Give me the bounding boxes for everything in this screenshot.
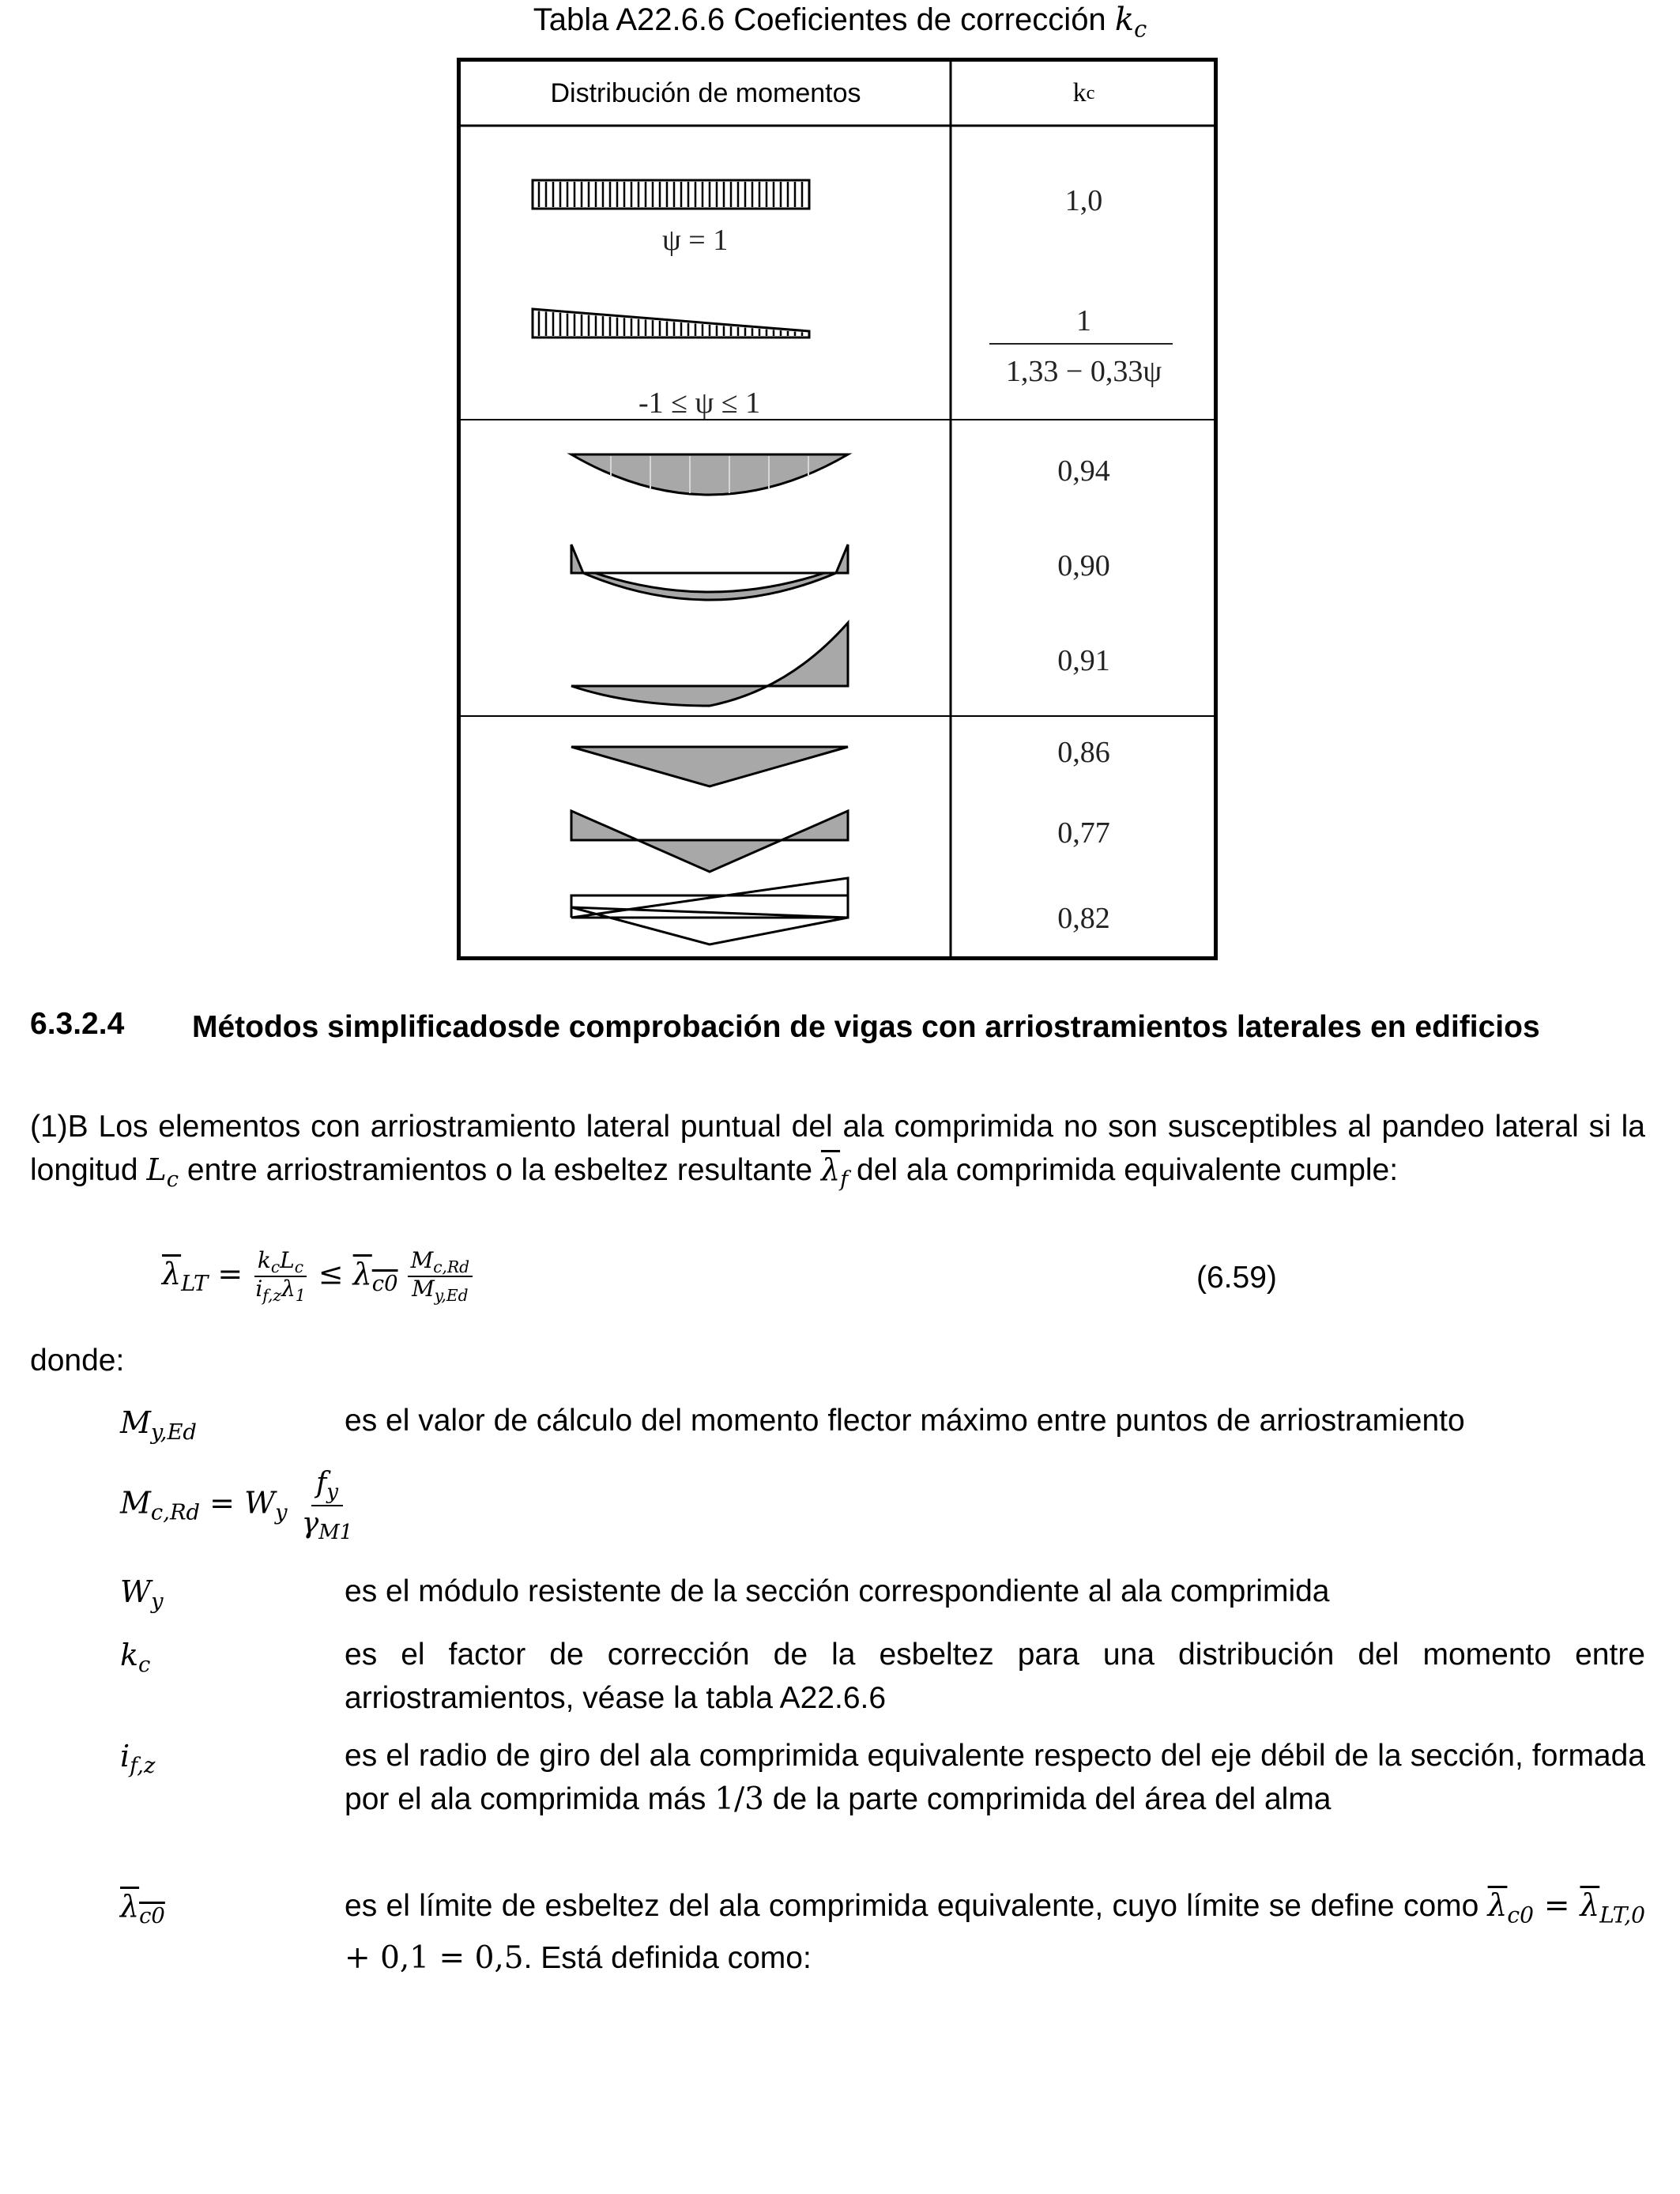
diagram-parabola-end-moments: [571, 545, 848, 600]
symbol-kc: $k_c$: [120, 1638, 151, 1678]
definition-ifz: es el radio de giro del ala comprimida equivalente respecto del eje débil de la sección, formada por el ala comprimida más 1/3 de la parte comprimida del área del alma: [345, 1739, 1645, 1817]
psi-label-range: -1 ≤ ψ ≤ 1: [638, 386, 761, 420]
diagram-parabola: [571, 454, 848, 495]
symbol-lambda-f: $\overline{\lambda}_f$: [820, 1152, 849, 1193]
symbol-wy: $W_y$: [120, 1574, 164, 1615]
kc-value-7: 0,77: [1057, 816, 1110, 850]
definition-kc: es el factor de corrección de la esbeltez para una distribución del momento entre arriostramientos, véase la tabla A22.6.6: [345, 1638, 1645, 1715]
definition-lambda-c0: es el límite de esbeltez del ala comprimida equivalente, cuyo límite se define como $\overline{\lambda}_{c0} = \overline{\lambda}_{LT,0} + 0,1 = 0,5$. Está definida como:: [345, 1888, 1645, 1977]
section-number: 6.3.2.4: [30, 1007, 125, 1041]
kc-value-5: 0,91: [1057, 644, 1110, 677]
caption-symbol: $k_c$: [1114, 2, 1147, 43]
kc-value-3: 0,94: [1057, 454, 1110, 488]
donde-label: donde:: [30, 1344, 125, 1378]
kc-value-4: 0,90: [1057, 549, 1110, 582]
section-title: Métodos simplificadosde comprobación de vigas con arriostramientos laterales en edificios: [192, 1010, 1540, 1044]
diagram-triangle-end-moments: [571, 811, 848, 872]
symbol-lc: $L_c$: [146, 1152, 179, 1193]
formula-lambda-c0: $\overline{\lambda}_{c0} = \overline{\lambda}_{LT,0} + 0,1 = 0,5$: [345, 1888, 1645, 1977]
diagram-tapered: [533, 309, 809, 337]
symbol-ifz: $i_{f,z}$: [120, 1739, 156, 1779]
table-header-moment-distribution: Distribución de momentos: [550, 77, 861, 108]
kc-value-2-fraction-bar: [989, 343, 1173, 345]
diagram-parabola-fixed-end: [571, 623, 848, 706]
caption-text: Tabla A22.6.6 Coeficientes de corrección: [533, 2, 1106, 37]
formula-mc-rd: $M_{c,Rd} = W_y$ $\frac{f_y}{\gamma_{M1}}$: [120, 1467, 353, 1544]
fraction-one-third: 1/3: [714, 1781, 764, 1817]
diagram-triangle: [571, 747, 848, 786]
definition-wy: es el módulo resistente de la sección correspondiente al ala comprimida: [345, 1574, 1330, 1608]
intro-paragraph: (1)B Los elementos con arriostramiento lateral puntual del ala comprimida no son susceptibles al pandeo lateral si la longitud $L_c$ entre arriostramientos o la esbeltez resultante $\overline{\lambda}_f$ del ala comprimida equivalente cumple:: [30, 1110, 1645, 1193]
table-header-kc: k c: [1072, 78, 1095, 107]
psi-label-equal: ψ = 1: [662, 224, 729, 257]
diagram-uniform: [533, 180, 809, 209]
kc-value-1: 1,0: [1064, 184, 1103, 217]
equation-number: (6.59): [1196, 1261, 1277, 1295]
kc-value-2-denominator: 1,33 − 0,33ψ: [1005, 355, 1162, 388]
definition-my-ed: es el valor de cálculo del momento flector máximo entre puntos de arriostramiento: [345, 1404, 1465, 1438]
diagram-triangle-antisymmetric: [571, 878, 848, 944]
symbol-my-ed: $M_{y,Ed}$: [120, 1405, 197, 1446]
kc-value-2-numerator: 1: [1076, 304, 1091, 337]
symbol-lambda-c0: $\lambda_{c0}$: [120, 1889, 165, 1929]
table-caption: [0, 2, 1680, 43]
equation-6-59: $\overline{\lambda}_{LT}$ = $\frac{k_cL_c}{i_{f,z}\lambda_1}$ ≤ $\lambda_{c0}$ $\frac{M_{c,Rd}}{M_{y,Ed}}$: [162, 1249, 473, 1304]
kc-value-6: 0,86: [1057, 736, 1110, 769]
kc-value-8: 0,82: [1057, 902, 1110, 935]
